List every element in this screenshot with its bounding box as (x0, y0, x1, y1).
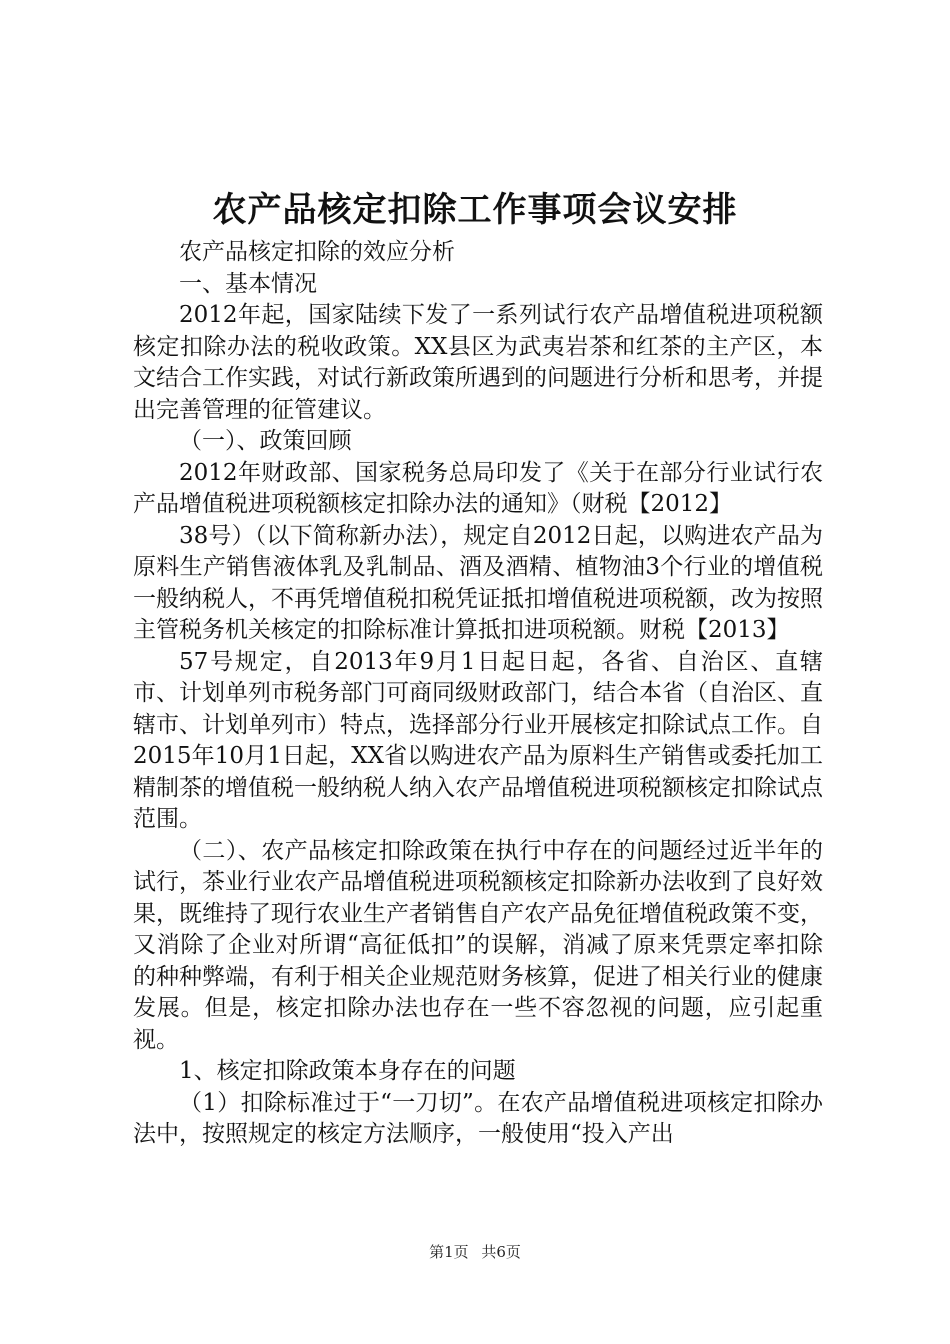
paragraph: 38号）（以下简称新办法），规定自2012日起，以购进农产品为原料生产销售液体乳及乳制品、酒及酒精、植物油3个行业的增值税一般纳税人，不再凭增值税扣税凭证抵扣增值税进项税额，改为按照主管税务机关核定的扣除标准计算抵扣进项税额。财税【2013】 (133, 522, 823, 643)
paragraph-section-heading: 一、基本情况 (179, 270, 317, 297)
document-body (133, 237, 823, 1151)
paragraph-subsection-heading: （一）、政策回顾 (179, 428, 352, 454)
page-total: 共6页 (481, 1243, 521, 1261)
paragraph-subtitle: 农产品核定扣除的效应分析 (179, 239, 455, 265)
document-title: 农产品核定扣除工作事项会议安排 (212, 190, 738, 230)
paragraph: 2012年财政部、国家税务总局印发了《关于在部分行业试行农产品增值税进项税额核定扣除办法的通知》（财税【2012】 (133, 459, 823, 517)
paragraph-item-heading: 1、核定扣除政策本身存在的问题 (179, 1058, 516, 1084)
paragraph: （二）、农产品核定扣除政策在执行中存在的问题经过近半年的试行，茶业行业农产品增值税进项税额核定扣除新办法收到了良好效果，既维持了现行农业生产者销售自产农产品免征增值税政策不变，又消除了企业对所谓“高征低扣”的误解，消减了原来凭票定率扣除的种种弊端，有利于相关企业规范财务核算，促进了相关行业的健康发展。但是，核定扣除办法也存在一些不容忽视的问题，应引起重视。 (133, 837, 823, 1053)
paragraph: 2012年起，国家陆续下发了一系列试行农产品增值税进项税额核定扣除办法的税收政策。XX县区为武夷岩茶和红茶的主产区，本文结合工作实践，对试行新政策所遇到的问题进行分析和思考，并提出完善管理的征管建议。 (133, 302, 823, 423)
paragraph: 57号规定，自2013年9月1日起日起，各省、自治区、直辖市、计划单列市税务部门可商同级财政部门，结合本省（自治区、直辖市、计划单列市）特点，选择部分行业开展核定扣除试点工作。自2015年10月1日起，XX省以购进农产品为原料生产销售或委托加工精制茶的增值税一般纳税人纳入农产品增值税进项税额核定扣除试点范围。 (133, 648, 823, 832)
page-number: 第1页 (429, 1243, 469, 1261)
page-footer (0, 1242, 950, 1262)
paragraph: （1）扣除标准过于“一刀切”。在农产品增值税进项核定扣除办法中，按照规定的核定方法顺序，一般使用“投入产出 (133, 1089, 823, 1147)
